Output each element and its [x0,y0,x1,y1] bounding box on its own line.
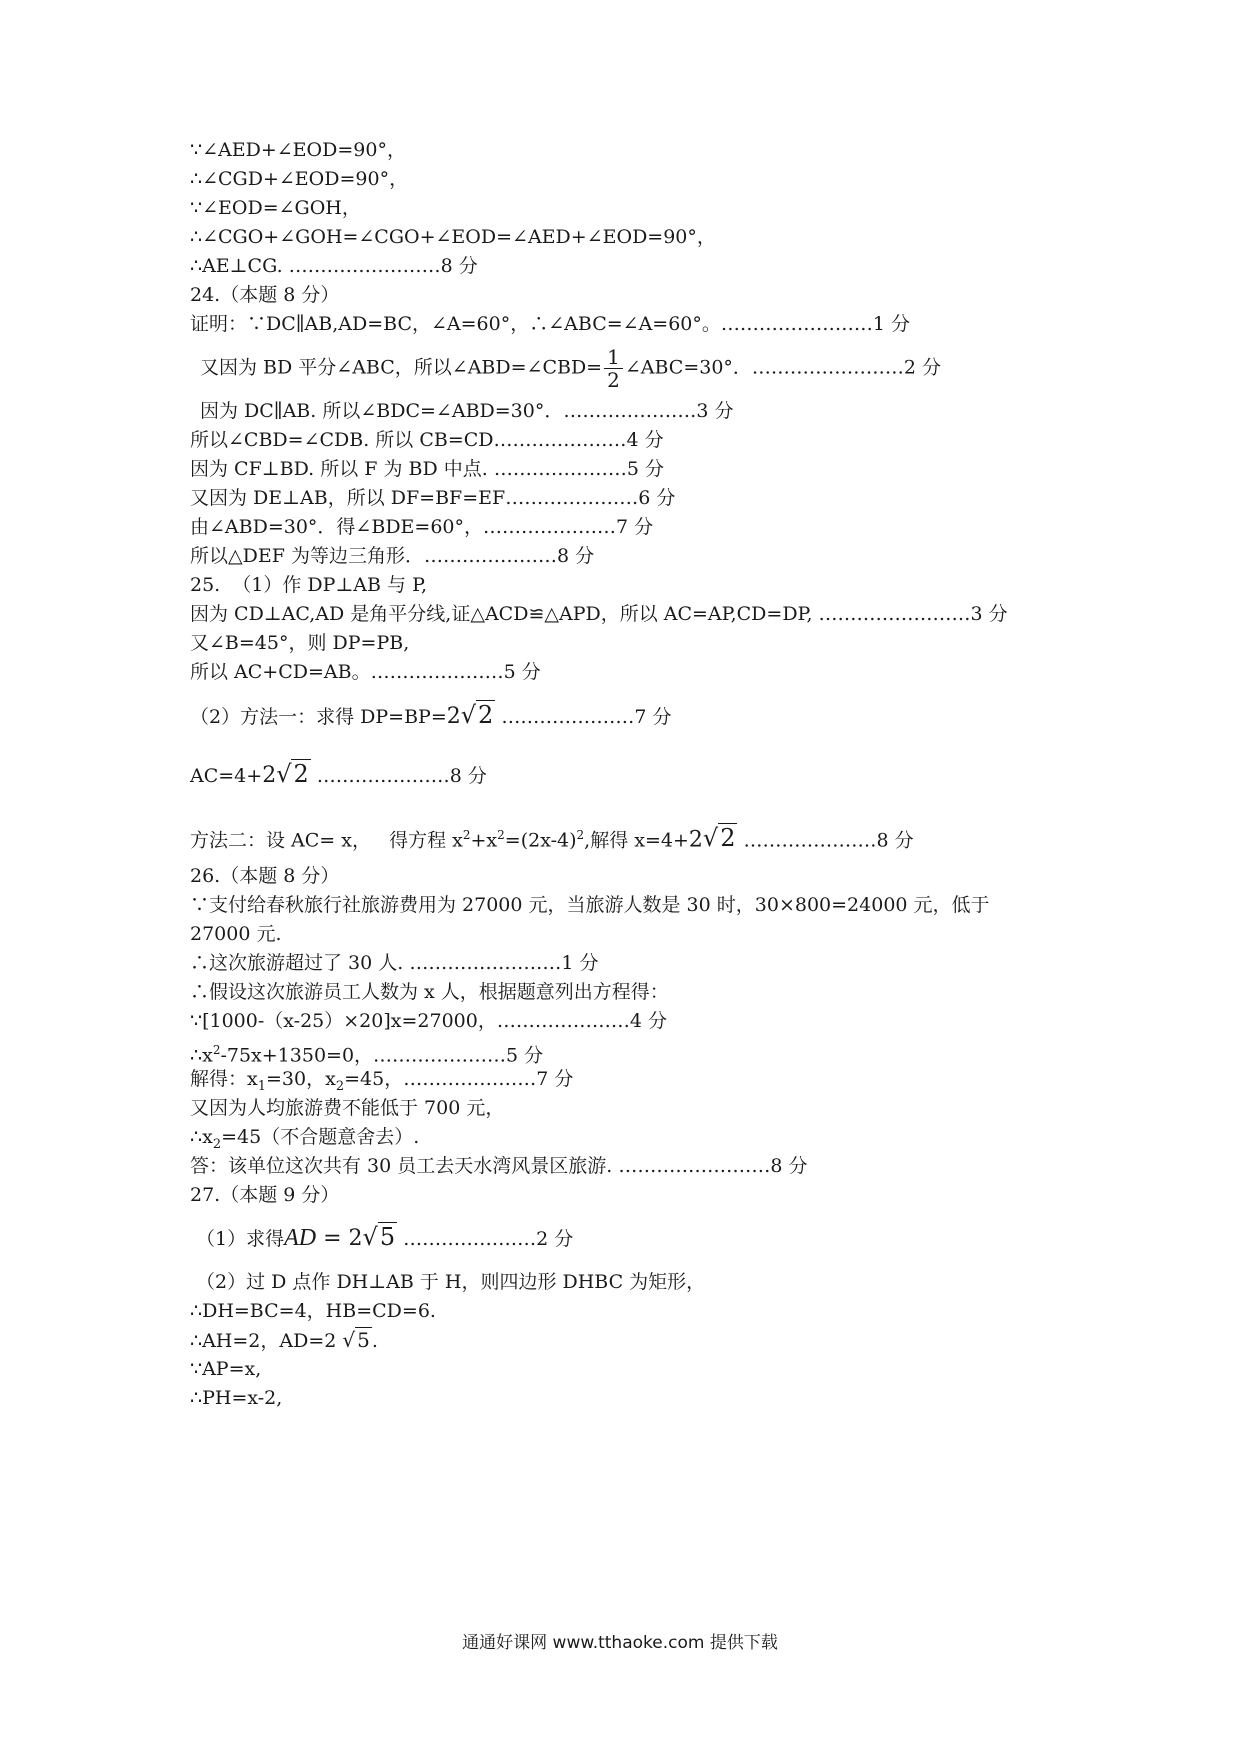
sqrt-radicand: 2 [720,824,736,853]
text-segment: 解得：x [190,1068,258,1090]
text-segment: …………………8 分 [737,829,914,852]
text-segment: （2）方法一：求得 DP=BP= [190,706,447,728]
question-heading: 27.（本题 9 分） [190,1184,340,1206]
text-segment: 又因为 BD 平分∠ABC，所以∠ABD=∠CBD= [200,356,603,379]
proof-line: 答：该单位这次共有 30 员工去天水湾风景区旅游. ……………………8 分 [190,1155,808,1177]
proof-line: 27000 元. [190,923,282,945]
proof-line: ∴这次旅游超过了 30 人. ……………………1 分 [190,952,599,974]
proof-line: 又因为 DE⊥AB，所以 DF=BF=EF…………………6 分 [190,487,676,509]
text-segment: =(2x-4) [504,829,577,852]
fraction-denominator: 2 [607,368,620,392]
proof-line: （2）过 D 点作 DH⊥AB 于 H，则四边形 DHBC 为矩形， [196,1271,706,1293]
text-segment: …………………7 分 [495,706,672,728]
question-heading: 25. （1）作 DP⊥AB 与 P, [190,574,428,596]
text-segment: ∠ABC=30°．……………………2 分 [624,356,942,379]
sqrt-coefficient: 2 [688,827,703,853]
question-heading: 24.（本题 8 分） [190,284,340,306]
subscript: 2 [212,1136,222,1152]
sqrt-coefficient: 2 [446,704,461,729]
exponent: 2 [576,828,585,842]
text-segment: = 2 [316,1226,363,1251]
proof-line: ∴∠CGD+∠EOD=90°， [190,168,409,190]
proof-line: ∵∠EOD=∠GOH， [190,197,361,219]
proof-line: ∴DH=BC=4，HB=CD=6. [190,1300,436,1322]
sqrt-expression: √ 5 [342,1328,370,1352]
sqrt-radicand: 5 [357,1328,370,1352]
question-heading: 26.（本题 8 分） [190,865,340,887]
proof-line: ∴假设这次旅游员工人数为 x 人，根据题意列出方程得： [190,981,669,1003]
proof-line: ∵[1000-（x-25）×20]x=27000，…………………4 分 [190,1010,667,1032]
variable: AD [284,1225,317,1251]
proof-line: 又∠B=45°，则 DP=PB, [190,632,410,654]
text-segment: 方法二：设 AC= x， 得方程 x [190,829,463,852]
text-segment: +x [470,829,498,852]
proof-line: 所以△DEF 为等边三角形．…………………8 分 [190,545,595,567]
proof-line: ∴PH=x-2, [190,1387,283,1409]
sqrt-coefficient: 2 [262,763,277,788]
sqrt-expression: √5 [362,1223,396,1251]
proof-line [190,1327,378,1354]
text-segment: =45（不合题意舍去）. [221,1126,420,1148]
text-segment: ∴x [190,1044,213,1067]
sqrt-expression: √2 [460,701,494,729]
proof-line: ∵AP=x, [190,1358,262,1380]
text-segment: =45，…………………7 分 [344,1068,574,1090]
sqrt-expression: √2 [276,760,309,788]
proof-line: 所以∠CBD=∠CDB. 所以 CB=CD…………………4 分 [190,429,664,451]
text-segment: …………………8 分 [310,765,487,787]
proof-line: 又因为人均旅游费不能低于 700 元， [190,1097,505,1119]
proof-line [190,1037,543,1068]
proof-line: ∴∠CGO+∠GOH=∠CGO+∠EOD=∠AED+∠EOD=90°， [190,226,716,248]
proof-line: ∵∠AED+∠EOD=90°， [190,139,406,161]
text-segment: （1）求得 [196,1228,285,1250]
proof-line: ∴AE⊥CG. ……………………8 分 [190,255,478,277]
subscript: 1 [257,1078,266,1094]
proof-line [190,761,487,789]
proof-line: 因为 CD⊥AC,AD 是角平分线,证△ACD≌△APD，所以 AC=AP,CD=DP, ……………………3 分 [190,603,1008,625]
sqrt-radicand: 5 [379,1223,396,1251]
sqrt-radicand: 2 [293,760,309,788]
proof-line: 由∠ABD=30°．得∠BDE=60°，…………………7 分 [190,516,654,538]
proof-line: 因为 DC∥AB. 所以∠BDC=∠ABD=30°．…………………3 分 [200,400,734,422]
proof-line [196,1224,573,1252]
text-segment: AC=4+ [190,765,263,787]
text-segment: =30，x [266,1068,336,1090]
text-segment: ,解得 x=4+ [584,829,689,852]
sqrt-expression: √2 [702,824,736,853]
exponent: 2 [497,828,505,842]
exponent: 2 [212,1043,221,1057]
proof-line [190,822,914,853]
proof-line: ∵支付给春秋旅行社旅游费用为 27000 元，当旅游人数是 30 时，30×800=24000 元，低于 [190,894,990,916]
page-footer: 通通好课网 www.tthaoke.com 提供下载 [462,1633,778,1653]
proof-line: 因为 CF⊥BD. 所以 F 为 BD 中点. …………………5 分 [190,458,664,480]
text-segment: . [371,1330,378,1352]
text-segment: …………………2 分 [397,1228,574,1250]
fraction [604,346,623,391]
text-segment: ∴AH=2，AD=2 [190,1330,343,1352]
exponent: 2 [462,828,471,842]
fraction-numerator: 1 [604,346,623,369]
text-segment: ∴x [190,1126,213,1148]
proof-line [200,346,941,391]
text-segment: -75x+1350=0，…………………5 分 [220,1044,544,1067]
sqrt-radicand: 2 [478,701,494,729]
proof-line [190,702,671,730]
proof-line: 所以 AC+CD=AB。…………………5 分 [190,661,541,683]
subscript: 2 [335,1078,345,1094]
proof-line: 证明：∵DC∥AB,AD=BC，∠A=60°，∴∠ABC=∠A=60°。……………………1 分 [190,313,911,335]
